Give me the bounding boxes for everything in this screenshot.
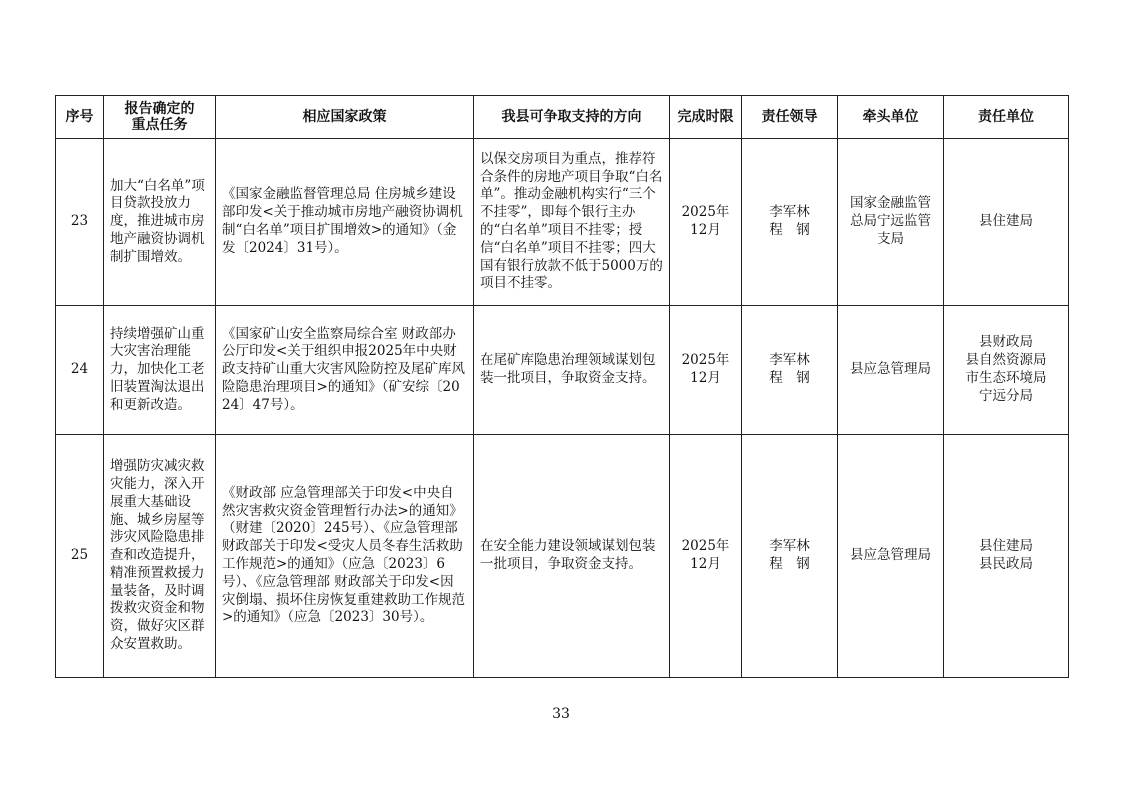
row-responsible-leader: 李军林 程 钢: [742, 139, 838, 306]
row-deadline: 2025年 12月: [670, 435, 742, 678]
row-support-direction: 在安全能力建设领域谋划包装一批项目，争取资金支持。: [474, 435, 670, 678]
row-key-task: 持续增强矿山重大灾害治理能力，加快化工老旧装置淘汰退出和更新改造。: [104, 306, 216, 435]
row-deadline: 2025年 12月: [670, 306, 742, 435]
table-row: [56, 435, 1069, 678]
row-key-task: 增强防灾减灾救灾能力，深入开展重大基础设施、城乡房屋等涉灾风险隐患排查和改造提升，精准预置救援力量装备，及时调拨救灾资金和物资，做好灾区群众安置救助。: [104, 435, 216, 678]
row-national-policy: 《财政部 应急管理部关于印发<中央自然灾害救灾资金管理暂行办法>的通知》（财建〔2020〕245号）、《应急管理部 财政部关于印发<受灾人员冬春生活救助工作规范>的通知》（应急〔2023〕6号）、《应急管理部 财政部关于印发<因灾倒塌、损坏住房恢复重建救助工作规范>的通知》（应急〔2023〕30号）。: [216, 435, 474, 678]
row-responsible-unit: 县住建局 县民政局: [944, 435, 1069, 678]
header-lead-unit: 牵头单位: [838, 96, 944, 139]
row-lead-unit: 国家金融监管 总局宁远监管 支局: [838, 139, 944, 306]
row-serial-number: 25: [56, 435, 104, 678]
row-responsible-leader: 李军林 程 钢: [742, 435, 838, 678]
row-responsible-unit: 县财政局 县自然资源局 市生态环境局 宁远分局: [944, 306, 1069, 435]
header-serial-number: 序号: [56, 96, 104, 139]
row-responsible-leader: 李军林 程 钢: [742, 306, 838, 435]
header-national-policy: 相应国家政策: [216, 96, 474, 139]
table-header-row: [56, 96, 1069, 139]
row-deadline: 2025年 12月: [670, 139, 742, 306]
row-lead-unit: 县应急管理局: [838, 435, 944, 678]
header-responsible-leader: 责任领导: [742, 96, 838, 139]
row-national-policy: 《国家金融监督管理总局 住房城乡建设部印发<关于推动城市房地产融资协调机制“白名单”项目扩围增效>的通知》（金发〔2024〕31号）。: [216, 139, 474, 306]
policy-task-table: [55, 95, 1069, 678]
header-support-direction: 我县可争取支持的方向: [474, 96, 670, 139]
header-responsible-unit: 责任单位: [944, 96, 1069, 139]
row-key-task: 加大“白名单”项目贷款投放力度，推进城市房地产融资协调机制扩围增效。: [104, 139, 216, 306]
header-deadline: 完成时限: [670, 96, 742, 139]
header-key-task: 报告确定的 重点任务: [104, 96, 216, 139]
page-number: 33: [552, 706, 570, 722]
row-serial-number: 23: [56, 139, 104, 306]
row-lead-unit: 县应急管理局: [838, 306, 944, 435]
row-support-direction: 以保交房项目为重点，推荐符合条件的房地产项目争取“白名单”。推动金融机构实行“三个不挂零”，即每个银行主办的“白名单”项目不挂零；授信“白名单”项目不挂零；四大国有银行放款不低于5000万的项目不挂零。: [474, 139, 670, 306]
row-responsible-unit: 县住建局: [944, 139, 1069, 306]
row-serial-number: 24: [56, 306, 104, 435]
row-national-policy: 《国家矿山安全监察局综合室 财政部办公厅印发<关于组织申报2025年中央财政支持矿山重大灾害风险防控及尾矿库风险隐患治理项目>的通知》（矿安综〔2024〕47号）。: [216, 306, 474, 435]
table-row: [56, 139, 1069, 306]
row-support-direction: 在尾矿库隐患治理领域谋划包装一批项目，争取资金支持。: [474, 306, 670, 435]
table-row: [56, 306, 1069, 435]
